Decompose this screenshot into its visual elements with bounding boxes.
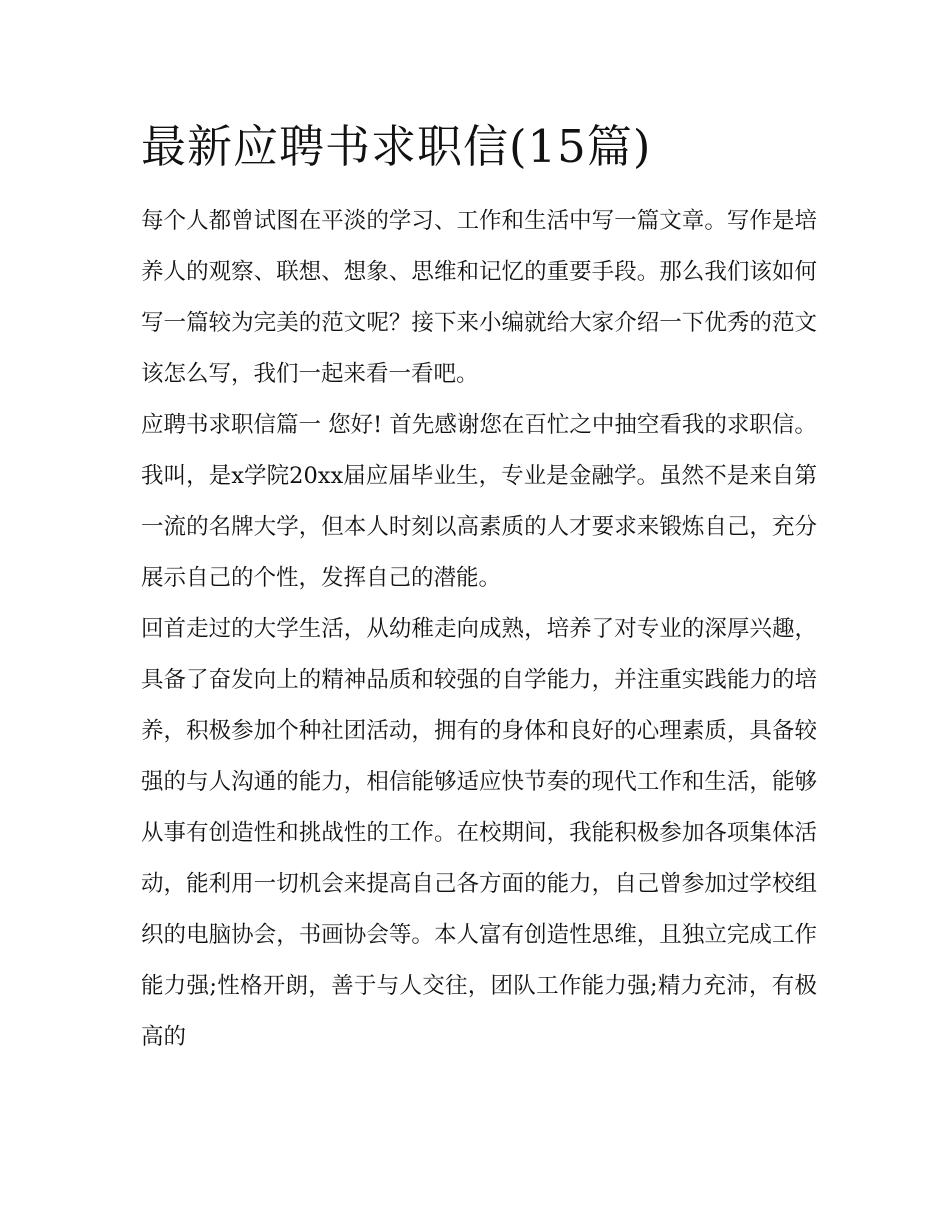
self-introduction-paragraph: 我叫，是x学院20xx届应届毕业生，专业是金融学。虽然不是来自第一流的名牌大学，但本人时刻以高素质的人才要求来锻炼自己，充分展示自己的个性，发挥自己的潜能。 bbox=[141, 463, 817, 591]
document-title: 最新应聘书求职信(15篇) bbox=[141, 120, 652, 173]
letter-greeting-paragraph: 应聘书求职信篇一 您好! 首先感谢您在百忙之中抽空看我的求职信。 bbox=[141, 412, 817, 438]
college-life-paragraph: 回首走过的大学生活，从幼稚走向成熟，培养了对专业的深厚兴趣，具备了奋发向上的精神品质和较强的自学能力，并注重实践能力的培养，积极参加个种社团活动，拥有的身体和良好的心理素质，具备较强的与人沟通的能力，相信能够适应快节奏的现代工作和生活，能够从事有创造性和挑战性的工作。在校期间，我能积极参加各项集体活动，能利用一切机会来提高自己各方面的能力，自己曾参加过学校组织的电脑协会，书画协会等。本人富有创造性思维，且独立完成工作能力强;性格开朗，善于与人交往，团队工作能力强;精力充沛，有极高的 bbox=[141, 616, 817, 1050]
document-body bbox=[141, 112, 817, 1063]
intro-paragraph: 每个人都曾试图在平淡的学习、工作和生活中写一篇文章。写作是培养人的观察、联想、想象、思维和记忆的重要手段。那么我们该如何写一篇较为完美的范文呢？接下来小编就给大家介绍一下优秀的范文该怎么写，我们一起来看一看吧。 bbox=[141, 208, 817, 387]
